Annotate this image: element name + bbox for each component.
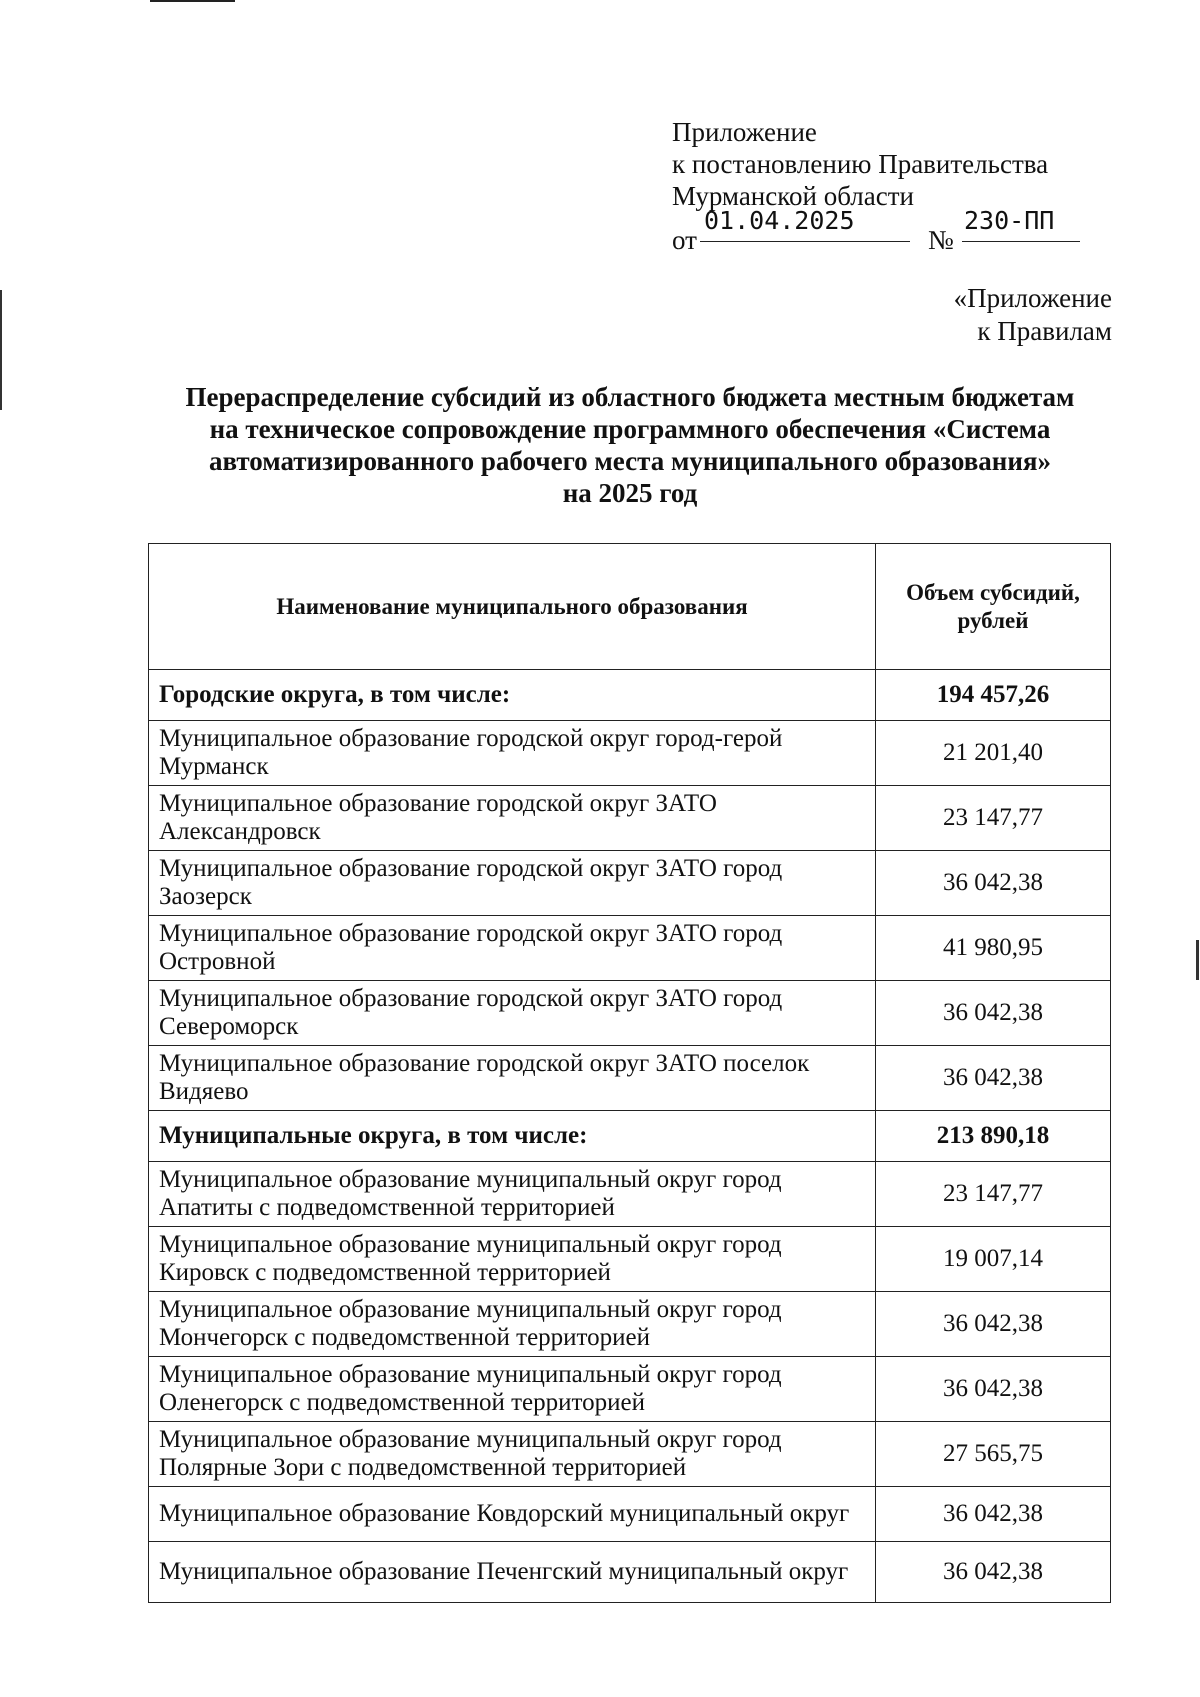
municipality-name: Муниципальное образование муниципальный округ город Мончегорск с подведомственной территорией	[149, 1292, 876, 1357]
title-line: автоматизированного рабочего места муниципального образования»	[208, 446, 1052, 476]
subsidy-amount: 27 565,75	[876, 1422, 1111, 1487]
subsidy-amount: 36 042,38	[876, 1292, 1111, 1357]
subsidy-amount: 23 147,77	[876, 1162, 1111, 1227]
subsidy-amount: 36 042,38	[876, 981, 1111, 1046]
subsidy-amount: 19 007,14	[876, 1227, 1111, 1292]
scan-artifact-mark	[1196, 940, 1199, 980]
table-row	[149, 1227, 1111, 1292]
table-header-row	[149, 544, 1111, 670]
subsidy-amount: 36 042,38	[876, 1542, 1111, 1603]
table-row	[149, 851, 1111, 916]
municipality-name: Муниципальное образование муниципальный округ город Апатиты с подведомственной территорией	[149, 1162, 876, 1227]
number-sign: №	[928, 225, 954, 255]
header-line: к постановлению Правительства	[672, 149, 1049, 179]
municipality-name: Муниципальное образование городской округ ЗАТО поселок Видяево	[149, 1046, 876, 1111]
municipality-name: Муниципальное образование городской округ ЗАТО город Североморск	[149, 981, 876, 1046]
table-row	[149, 1487, 1111, 1542]
table-row	[149, 916, 1111, 981]
header-amount	[876, 544, 1111, 670]
table-row	[149, 1292, 1111, 1357]
appendix-line: к Правилам	[977, 316, 1112, 346]
group-row	[149, 670, 1111, 721]
group-row	[149, 1111, 1111, 1162]
table-row	[149, 721, 1111, 786]
scan-artifact-mark	[0, 290, 2, 410]
subsidy-amount: 21 201,40	[876, 721, 1111, 786]
municipality-name: Муниципальное образование городской округ ЗАТО город Островной	[149, 916, 876, 981]
table-row	[149, 1357, 1111, 1422]
subsidy-amount: 36 042,38	[876, 1487, 1111, 1542]
municipality-name: Муниципальное образование городской округ город-герой Мурманск	[149, 721, 876, 786]
municipality-name: Муниципальное образование муниципальный округ город Полярные Зори с подведомственной территорией	[149, 1422, 876, 1487]
table-row	[149, 1046, 1111, 1111]
subsidy-amount: 36 042,38	[876, 1046, 1111, 1111]
title-line: на 2025 год	[562, 478, 698, 508]
decree-date-number	[672, 206, 1112, 255]
header-line: Мурманской области	[672, 181, 914, 211]
title-line: Перераспределение субсидий из областного бюджета местным бюджетам	[185, 382, 1075, 412]
date-prefix: от	[672, 225, 697, 255]
table-row	[149, 786, 1111, 851]
group-label: Муниципальные округа, в том числе:	[149, 1111, 876, 1162]
municipality-name: Муниципальное образование городской округ ЗАТО город Заозерск	[149, 851, 876, 916]
title-line: на техническое сопровождение программного обеспечения «Система	[209, 414, 1051, 444]
subsidy-amount: 36 042,38	[876, 1357, 1111, 1422]
decree-number: 230-ПП	[962, 206, 1080, 242]
table-row	[149, 1542, 1111, 1603]
subsidy-amount: 36 042,38	[876, 851, 1111, 916]
table-row	[149, 1162, 1111, 1227]
municipality-name: Муниципальное образование городской округ ЗАТО Александровск	[149, 786, 876, 851]
header-amount-line: рублей	[957, 607, 1029, 633]
subsidy-amount: 23 147,77	[876, 786, 1111, 851]
subsidy-amount: 41 980,95	[876, 916, 1111, 981]
decree-reference	[672, 116, 1112, 255]
header-name: Наименование муниципального образования	[149, 544, 876, 670]
municipality-name: Муниципальное образование муниципальный округ город Кировск с подведомственной территорией	[149, 1227, 876, 1292]
municipality-name: Муниципальное образование Печенгский муниципальный округ	[149, 1542, 876, 1603]
group-total: 213 890,18	[876, 1111, 1111, 1162]
decree-date: 01.04.2025	[700, 206, 910, 242]
group-total: 194 457,26	[876, 670, 1111, 721]
appendix-reference	[954, 282, 1112, 348]
scan-artifact-line	[150, 0, 235, 2]
header-line: Приложение	[672, 117, 817, 147]
document-title	[150, 381, 1110, 509]
municipality-name: Муниципальное образование Ковдорский муниципальный округ	[149, 1487, 876, 1542]
municipality-name: Муниципальное образование муниципальный округ город Оленегорск с подведомственной территорией	[149, 1357, 876, 1422]
subsidies-table	[148, 543, 1111, 1603]
appendix-line: «Приложение	[953, 283, 1112, 313]
table-row	[149, 981, 1111, 1046]
group-label: Городские округа, в том числе:	[149, 670, 876, 721]
table-row	[149, 1422, 1111, 1487]
header-amount-line: Объем субсидий,	[906, 579, 1080, 605]
